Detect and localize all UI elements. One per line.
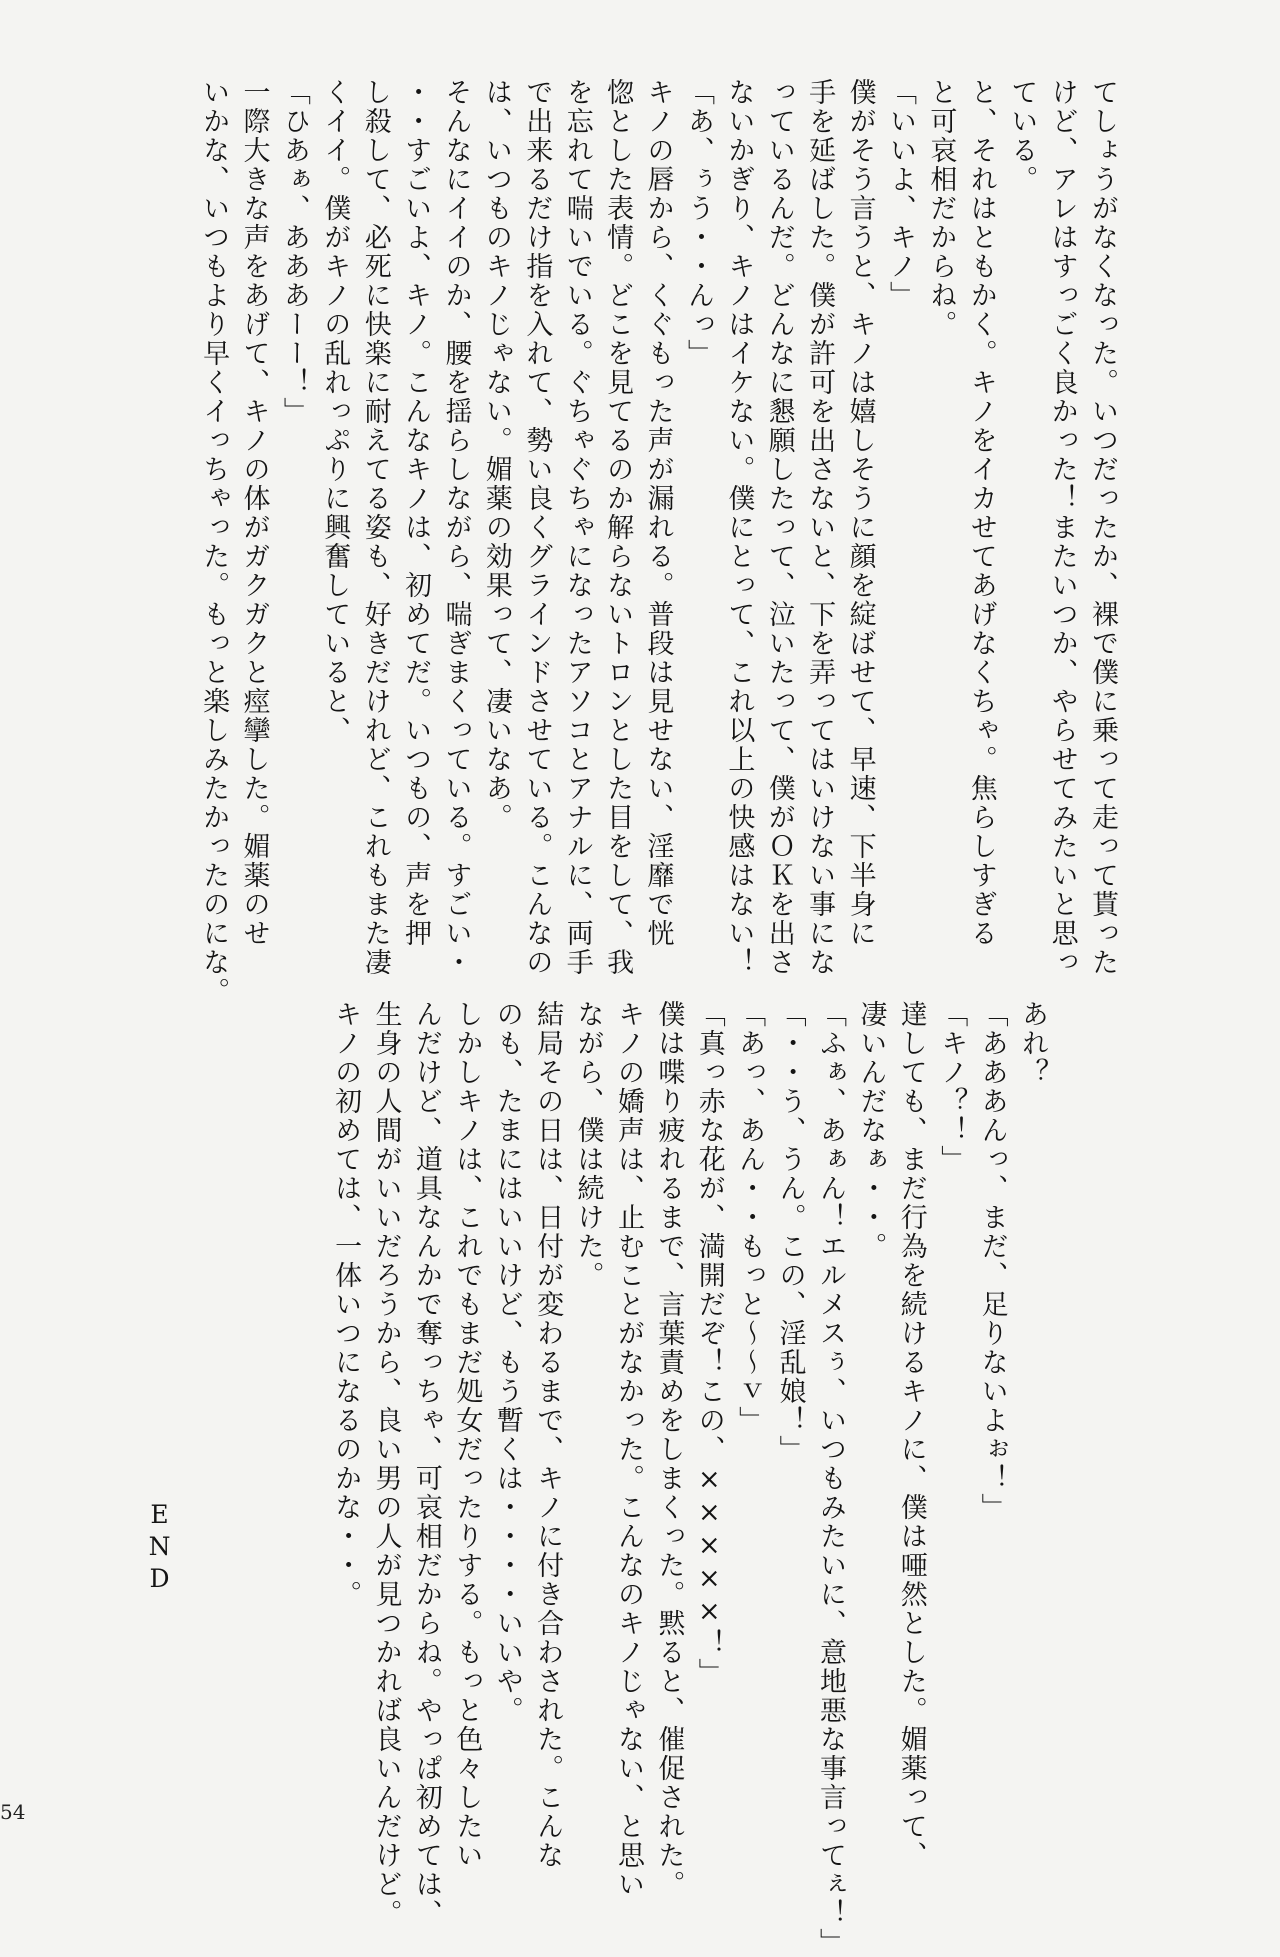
text-line: と、それはともかく。キノをイカせてあげなくちゃ。焦らしすぎる xyxy=(965,78,997,948)
text-line: 達しても、まだ行為を続けるキノに、僕は唖然とした。媚薬って、 xyxy=(895,1000,927,1870)
text-line: を忘れて喘いでいる。ぐちゃぐちゃになったアソコとアナルに、両手 xyxy=(561,78,593,977)
text-line: 「真っ赤な花が、満開だぞ！この、×××××！」 xyxy=(693,1000,725,1687)
text-line: 生身の人間がいいだろうから、良い男の人が見つかれば良いんだけど。 xyxy=(370,1000,402,1928)
text-line: し殺して、必死に快楽に耐えてる姿も、好きだけれど、これもまた凄 xyxy=(359,78,391,977)
text-line: 「ふぁ、あぁん！エルメスぅ、いつもみたいに、意地悪な事言ってぇ！」 xyxy=(814,1000,846,1957)
text-line: 結局その日は、日付が変わるまで、キノに付き合わされた。こんな xyxy=(532,1000,564,1870)
text-line: あれ？ xyxy=(1017,1000,1048,1087)
text-line: 僕がそう言うと、キノは嬉しそうに顔を綻ばせて、早速、下半身に xyxy=(844,78,876,948)
text-line: で出来るだけ指を入れて、勢い良くグラインドさせている。こんなの xyxy=(521,78,553,977)
text-line: のも、たまにはいいけど、もう暫くは・・・・いいや。 xyxy=(491,1000,523,1725)
text-line: いかな、いつもより早くイっちゃった。もっと楽しみたかったのにな。 xyxy=(198,78,230,1006)
text-line: くイイ。僕がキノの乱れっぷりに興奮していると、 xyxy=(319,78,351,745)
text-line: 「あ、ぅう・・んっ」 xyxy=(682,78,714,368)
text-line: 「あああんっ、まだ、足りないよぉ！」 xyxy=(976,1000,1008,1522)
text-line: 「ひあぁ、あああーー！」 xyxy=(278,78,310,426)
text-line: 「あっ、あん・・もっと～～ｖ」 xyxy=(734,1000,766,1435)
text-line: キノの唇から、くぐもった声が漏れる。普段は見せない、淫靡で恍 xyxy=(642,78,674,948)
text-line: しかしキノは、これでもまだ処女だったりする。もっと色々したい xyxy=(451,1000,483,1870)
end-mark: END xyxy=(145,1500,174,1596)
text-line: は、いつものキノじゃない。媚薬の効果って、凄いなあ。 xyxy=(480,78,512,832)
text-line: キノの嬌声は、止むことがなかった。こんなのキノじゃない、と思い xyxy=(612,1000,644,1899)
lower-text-block xyxy=(52,1000,1052,1957)
text-line: けど、アレはすっごく良かった！またいつか、やらせてみたいと思っ xyxy=(1046,78,1078,977)
text-line: と可哀相だからね。 xyxy=(925,78,957,339)
text-line: 僕は喋り疲れるまで、言葉責めをしまくった。黙ると、催促された。 xyxy=(653,1000,685,1899)
text-line: 「いいよ、キノ」 xyxy=(884,78,916,310)
text-line: 凄いんだなぁ・・。 xyxy=(855,1000,887,1261)
page-number: 54 xyxy=(0,1800,26,1824)
upper-text-block xyxy=(122,78,1122,1006)
text-line: 一際大きな声をあげて、キノの体がガクガクと痙攣した。媚薬のせ xyxy=(238,78,270,948)
text-line: 手を延ばした。僕が許可を出さないと、下を弄ってはいけない事にな xyxy=(804,78,836,977)
text-line: っているんだ。どんなに懇願したって、泣いたって、僕がＯＫを出さ xyxy=(763,78,795,977)
text-line: キノの初めては、一体いつになるのかな・・。 xyxy=(330,1000,362,1609)
text-line: ないかぎり、キノはイケない。僕にとって、これ以上の快感はない！ xyxy=(723,78,755,977)
text-line: ている。 xyxy=(1006,78,1038,194)
text-line: てしょうがなくなった。いつだったか、裸で僕に乗って走って貰った xyxy=(1087,78,1118,977)
text-line: んだけど、道具なんかで奪っちゃ、可哀相だからね。やっぱ初めては、 xyxy=(410,1000,442,1928)
text-line: ながら、僕は続けた。 xyxy=(572,1000,604,1290)
text-line: ・・すごいよ、キノ。こんなキノは、初めてだ。いつもの、声を押 xyxy=(400,78,432,948)
text-line: そんなにイイのか、腰を揺らしながら、喘ぎまくっている。すごい・ xyxy=(440,78,472,977)
text-line: 惚とした表情。どこを見てるのか解らないトロンとした目をして、我 xyxy=(602,78,634,977)
text-line: 「・・う、うん。この、淫乱娘！」 xyxy=(774,1000,806,1464)
text-line: 「キノ？！」 xyxy=(936,1000,968,1174)
